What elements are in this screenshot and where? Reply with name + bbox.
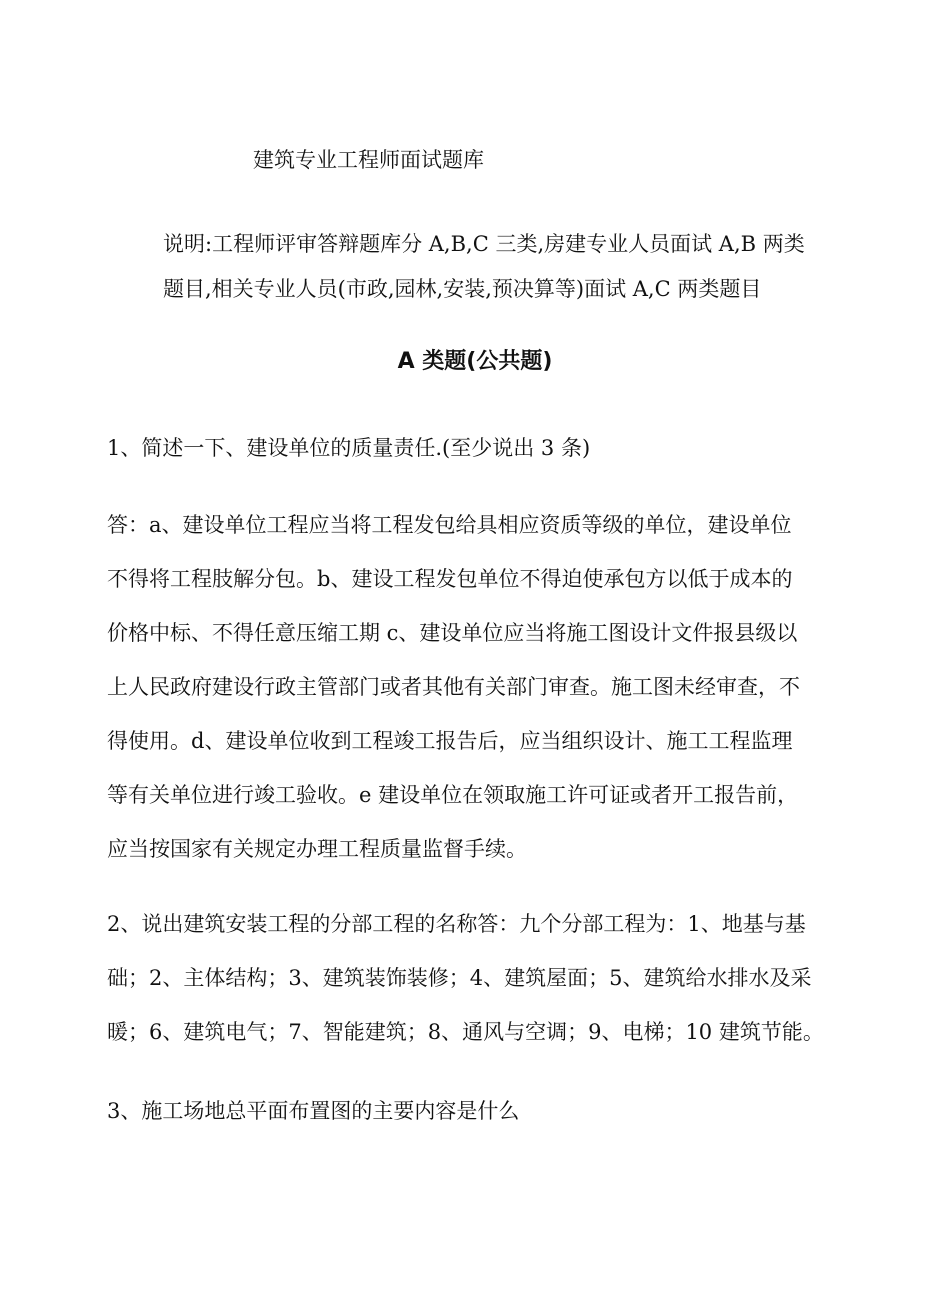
section-heading: A 类题(公共题): [397, 349, 553, 374]
question-line: 暖；6、建筑电气；7、智能建筑；8、通风与空调；9、电梯；10 建筑节能。: [107, 1020, 824, 1044]
document-title: 建筑专业工程师面试题库: [253, 148, 484, 172]
answer-line: 等有关单位进行竣工验收。e 建设单位在领取施工许可证或者开工报告前，: [107, 783, 799, 807]
answer-1: [107, 498, 847, 876]
question-3: 3、施工场地总平面布置图的主要内容是什么: [107, 1099, 520, 1123]
answer-line: 得使用。d、建设单位收到工程竣工报告后，应当组织设计、施工工程监理: [107, 729, 793, 753]
intro-note: [163, 222, 853, 312]
question-2: [107, 897, 847, 1059]
intro-line: 题目,相关专业人员(市政,园林,安装,预决算等)面试 A,C 两类题目: [163, 277, 762, 301]
intro-line: 说明:工程师评审答辩题库分 A,B,C 三类,房建专业人员面试 A,B 两类: [163, 232, 805, 256]
question-line: 础；2、主体结构；3、建筑装饰装修；4、建筑屋面；5、建筑给水排水及采: [107, 966, 812, 990]
answer-line: 不得将工程肢解分包。b、建设工程发包单位不得迫使承包方以低于成本的: [107, 567, 793, 591]
question-line: 2、说出建筑安装工程的分部工程的名称答：九个分部工程为：1、地基与基: [107, 912, 806, 936]
answer-line: 上人民政府建设行政主管部门或者其他有关部门审查。施工图未经审查，不: [107, 675, 800, 699]
answer-line: 答：a、建设单位工程应当将工程发包给具相应资质等级的单位，建设单位: [107, 513, 792, 537]
answer-line: 价格中标、不得任意压缩工期 c、建设单位应当将施工图设计文件报县级以: [107, 621, 798, 645]
question-1: 1、简述一下、建设单位的质量责任.(至少说出 3 条): [107, 436, 591, 460]
answer-line: 应当按国家有关规定办理工程质量监督手续。: [107, 837, 527, 861]
